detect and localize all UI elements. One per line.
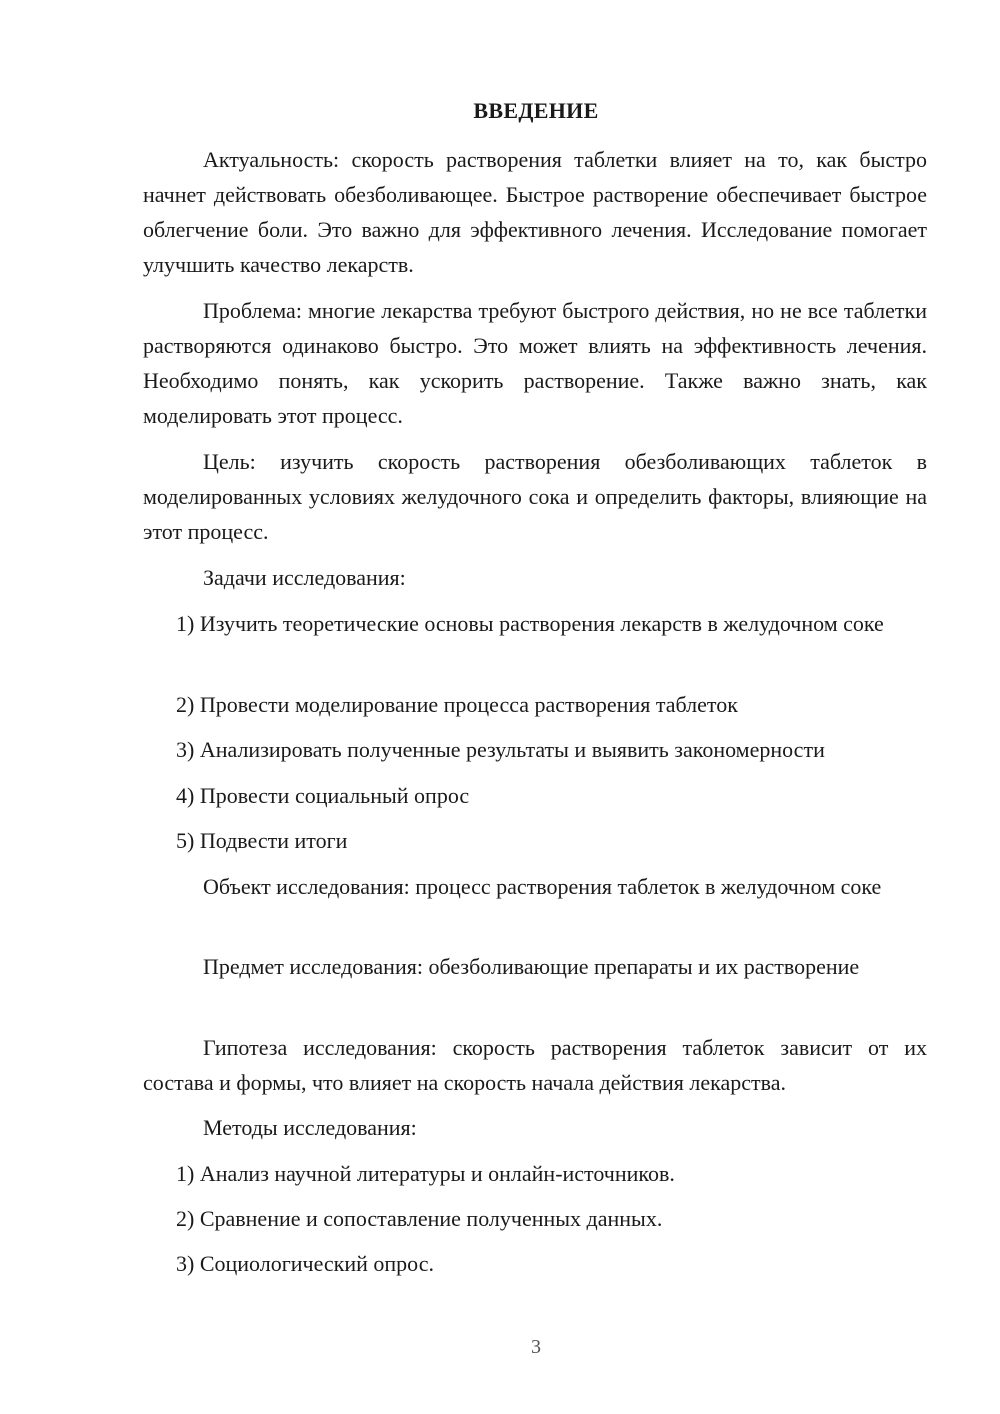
task-item-3: 3) Анализировать полученные результаты и выявить закономерности [176,737,825,762]
object-paragraph: Объект исследования: процесс растворения таблеток в желудочном соке [203,874,882,899]
goal-paragraph: Цель: изучить скорость растворения обезболивающих таблеток в моделированных условиях желудочного сока и определить факторы, влияющие на этот процесс. [143,449,927,544]
page-title: ВВЕДЕНИЕ [473,98,599,123]
task-item-4: 4) Провести социальный опрос [176,783,470,808]
task-item-5: 5) Подвести итоги [176,828,348,853]
problem-paragraph: Проблема: многие лекарства требуют быстрого действия, но не все таблетки растворяются одинаково быстро. Это может влиять на эффективность лечения. Необходимо понять, как ускорить растворение. Также важно знать, как моделировать этот процесс. [143,298,927,428]
hypothesis-paragraph: Гипотеза исследования: скорость растворения таблеток зависит от их состава и формы, что влияет на скорость начала действия лекарства. [143,1035,927,1095]
task-item-1: 1) Изучить теоретические основы растворения лекарств в желудочном соке [176,611,884,636]
task-item-2: 2) Провести моделирование процесса растворения таблеток [176,692,738,717]
method-item-1: 1) Анализ научной литературы и онлайн-источников. [176,1161,675,1186]
page-number: 3 [531,1336,541,1358]
method-item-2: 2) Сравнение и сопоставление полученных данных. [176,1206,663,1231]
methods-heading: Методы исследования: [203,1115,417,1140]
subject-paragraph: Предмет исследования: обезболивающие препараты и их растворение [203,954,860,979]
tasks-heading: Задачи исследования: [203,565,406,590]
relevance-paragraph: Актуальность: скорость растворения таблетки влияет на то, как быстро начнет действовать обезболивающее. Быстрое растворение обеспечивает быстрое облегчение боли. Это важно для эффективного лечения. Исследование помогает улучшить качество лекарств. [143,147,927,277]
method-item-3: 3) Социологический опрос. [176,1251,434,1276]
